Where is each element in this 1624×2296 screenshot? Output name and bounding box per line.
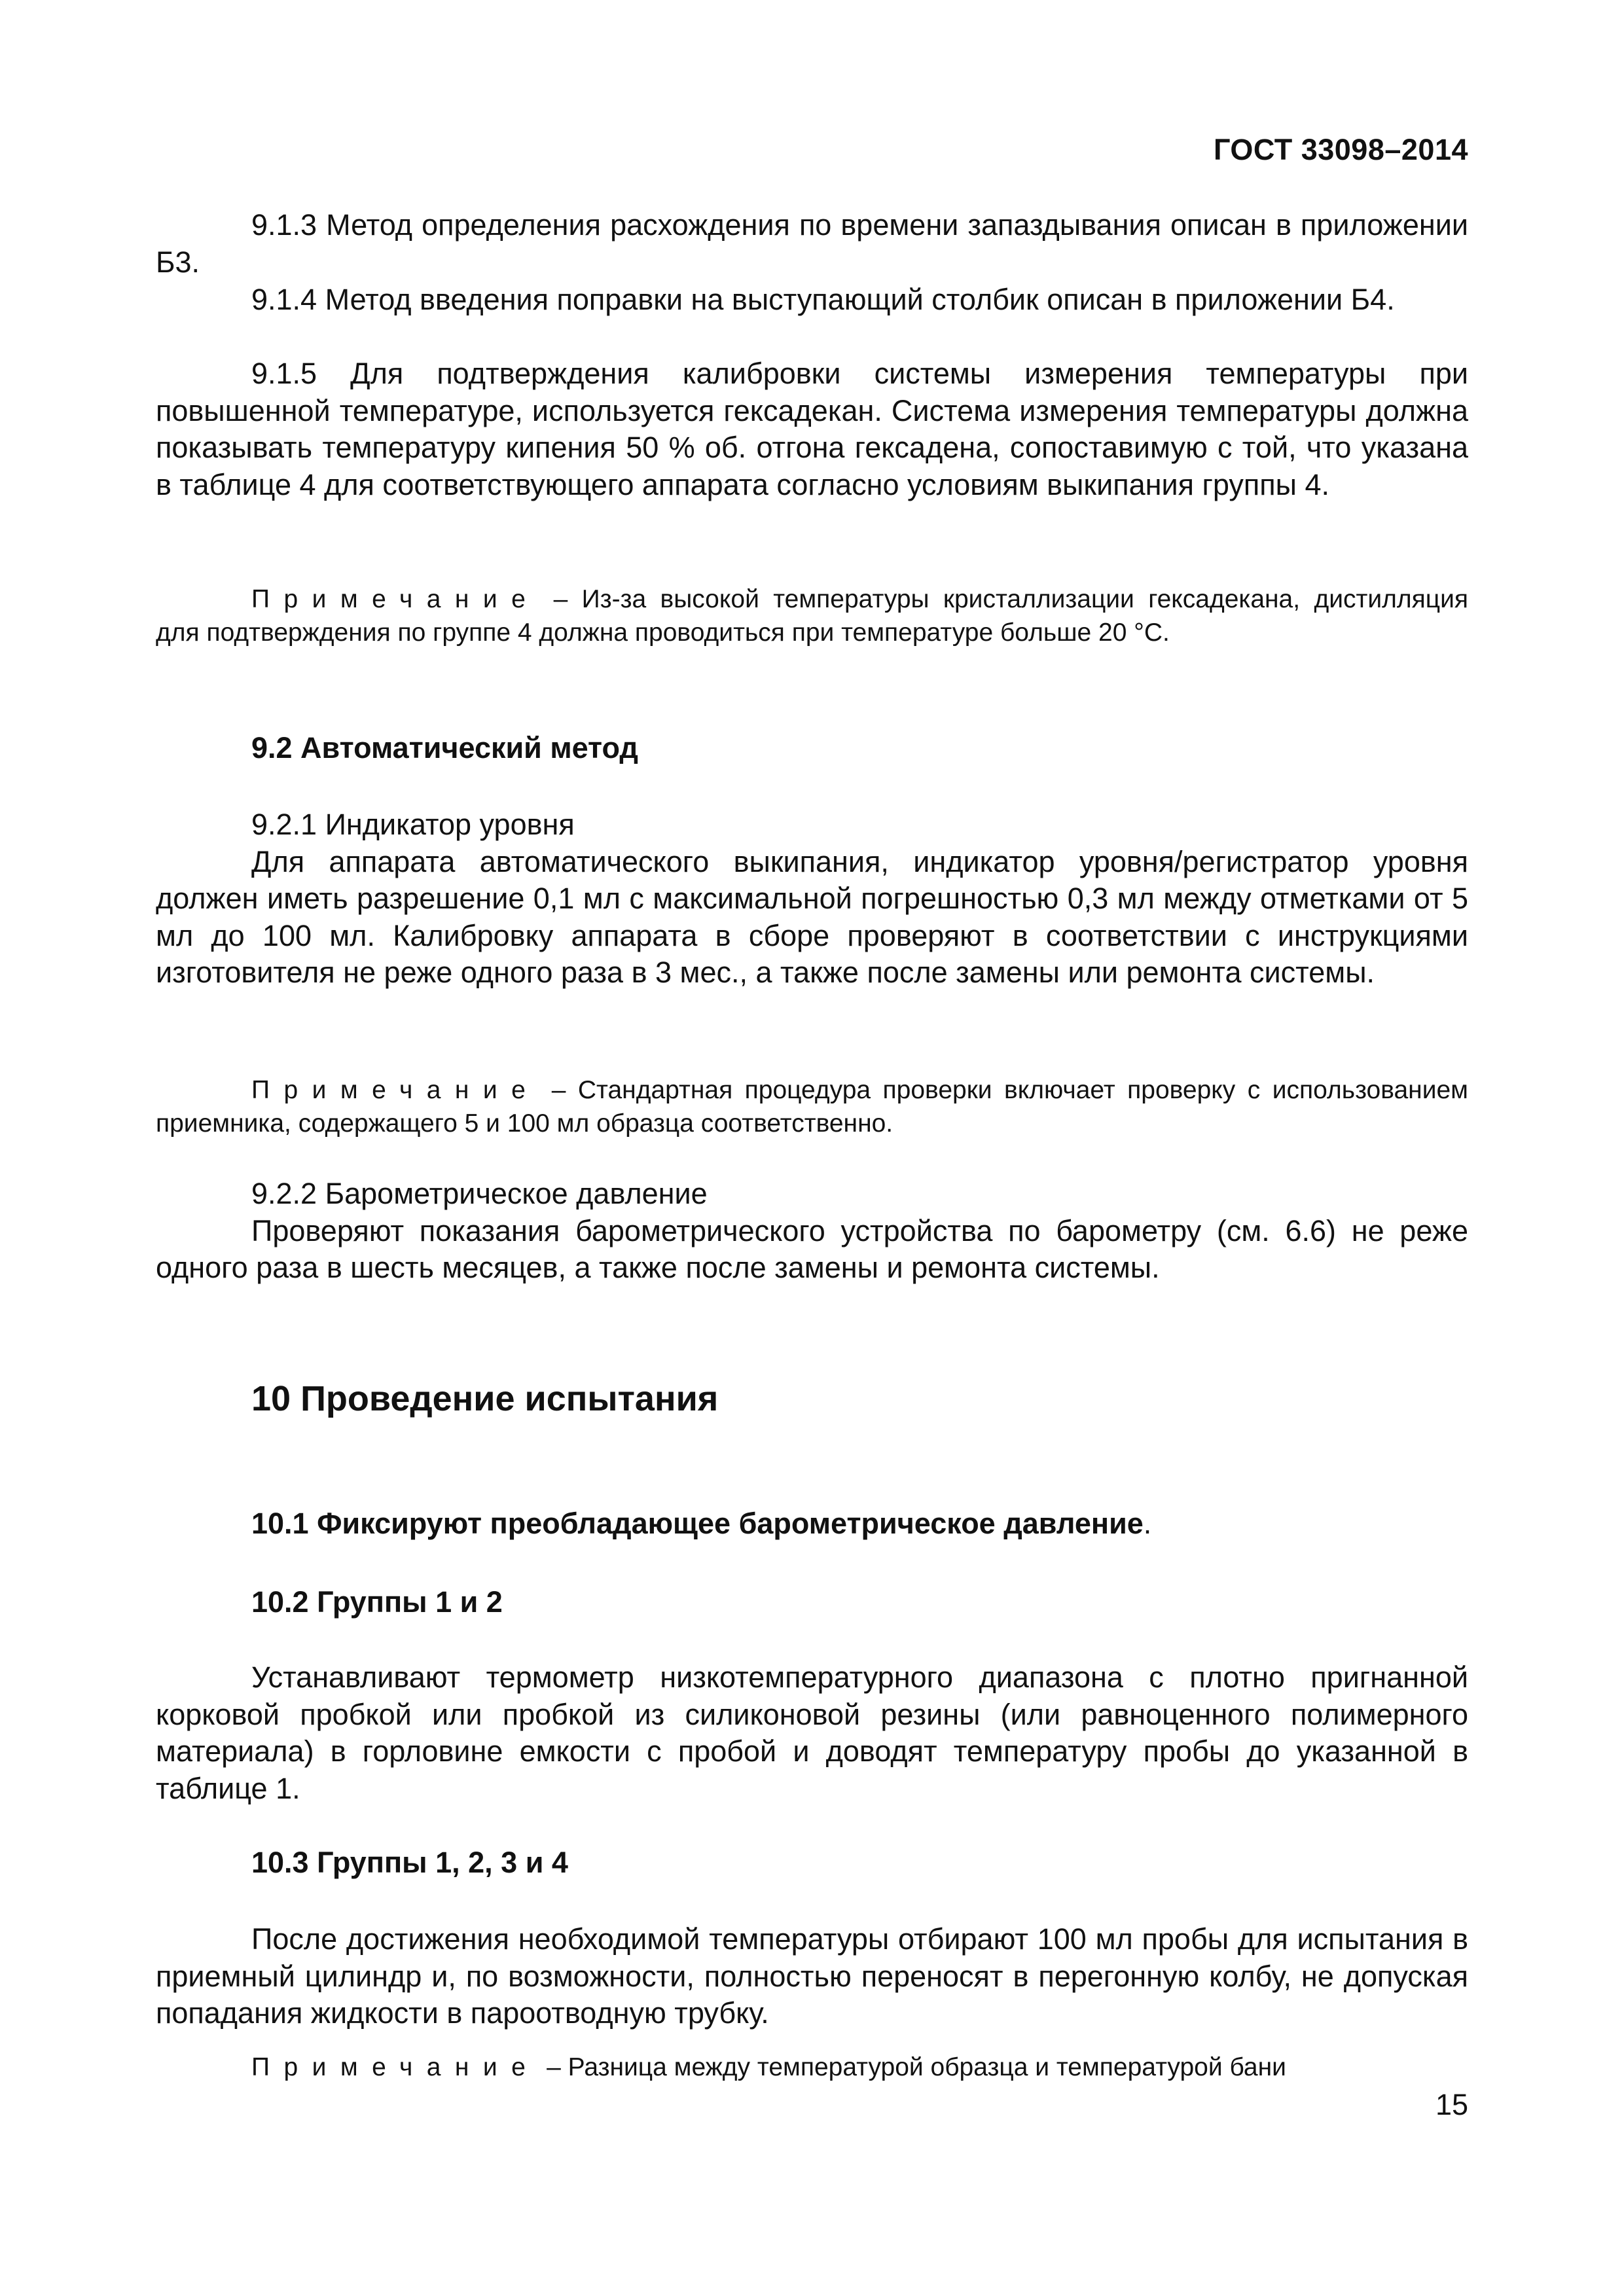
text-9-1-5: 9.1.5 Для подтверждения калибровки системы измерения температуры при повышенной температуре, используется гексадекан. Система измерения температуры должна показывать температуру кипения 50 % об. отгона гексадена, сопоставимую с той, что указана в таблице 4 для соответствующего аппарата согласно условиям выкипания группы 4. [156, 357, 1468, 501]
text-9-2-2: Проверяют показания барометрического устройства по барометру (см. 6.6) не реже одного раза в шесть месяцев, а также после замены и ремонта системы. [156, 1213, 1468, 1285]
note-1-text: – Из-за высокой температуры кристаллизации гексадекана, дистилляция для подтверждения по группе 4 должна проводиться при температуре больше 20 °С. [156, 585, 1468, 647]
note-2 [156, 1073, 1468, 1140]
note-label: Примечание [251, 2053, 540, 2081]
paragraph-9-1-4 [156, 281, 1468, 319]
text-10-3: После достижения необходимой температуры отбирают 100 мл пробы для испытания в приемный цилиндр и, по возможности, полностью переносят в перегонную колбу, не допуская попадания жидкости в пароотводную трубку. [156, 1922, 1468, 2030]
paragraph-9-1-5 [156, 355, 1468, 503]
page-number: 15 [1435, 2088, 1468, 2121]
heading-9-2: 9.2 Автоматический метод [251, 731, 638, 764]
section-10-2 [156, 1584, 1468, 1621]
title-9-2-1: 9.2.1 Индикатор уровня [251, 808, 575, 841]
paragraph-9-2-2 [156, 1175, 1468, 1287]
note-2-text: – Стандартная процедура проверки включает проверку с использованием приемника, содержащего 5 и 100 мл образца соответственно. [156, 1076, 1468, 1138]
heading-10: 10 Проведение испытания [251, 1379, 719, 1418]
text-9-1-3: 9.1.3 Метод определения расхождения по времени запаздывания описан в приложении Б3. [156, 208, 1468, 279]
heading-10-2: 10.2 Группы 1 и 2 [251, 1585, 503, 1619]
note-label: Примечание [251, 585, 540, 613]
section-9-2 [156, 730, 1468, 766]
heading-10-1-dot: . [1143, 1507, 1152, 1540]
heading-10-1: 10.1 Фиксируют преобладающее барометрическое давление [251, 1507, 1144, 1540]
text-10-2: Устанавливают термометр низкотемпературного диапазона с плотно пригнанной корковой пробкой или пробкой из силиконовой резины (или равноценного полимерного материала) в горловине емкости с пробой и доводят температуру пробы до указанной в таблице 1. [156, 1660, 1468, 1805]
heading-10-3: 10.3 Группы 1, 2, 3 и 4 [251, 1846, 568, 1879]
note-3 [156, 2051, 1468, 2084]
note-1 [156, 583, 1468, 649]
paragraph-10-2 [156, 1659, 1468, 1807]
paragraph-9-2-1 [156, 806, 1468, 992]
paragraph-10-3 [156, 1921, 1468, 2032]
text-9-1-4: 9.1.4 Метод введения поправки на выступающий столбик описан в приложении Б4. [251, 283, 1395, 316]
section-10-1 [156, 1505, 1468, 1542]
title-9-2-2: 9.2.2 Барометрическое давление [251, 1177, 708, 1210]
note-label: Примечание [251, 1076, 540, 1104]
section-10-3 [156, 1844, 1468, 1881]
section-10 [156, 1377, 1468, 1420]
text-9-2-1: Для аппарата автоматического выкипания, индикатор уровня/регистратор уровня должен иметь разрешение 0,1 мл с максимальной погрешностью 0,3 мл между отметками от 5 мл до 100 мл. Калибровку аппарата в сборе проверяют в соответствии с инструкциями изготовителя не реже одного раза в 3 мес., а также после замены или ремонта системы. [156, 844, 1468, 990]
note-3-text: – Разница между температурой образца и температурой бани [539, 2053, 1286, 2081]
standard-header: ГОСТ 33098–2014 [1213, 133, 1468, 166]
paragraph-9-1-3 [156, 207, 1468, 281]
